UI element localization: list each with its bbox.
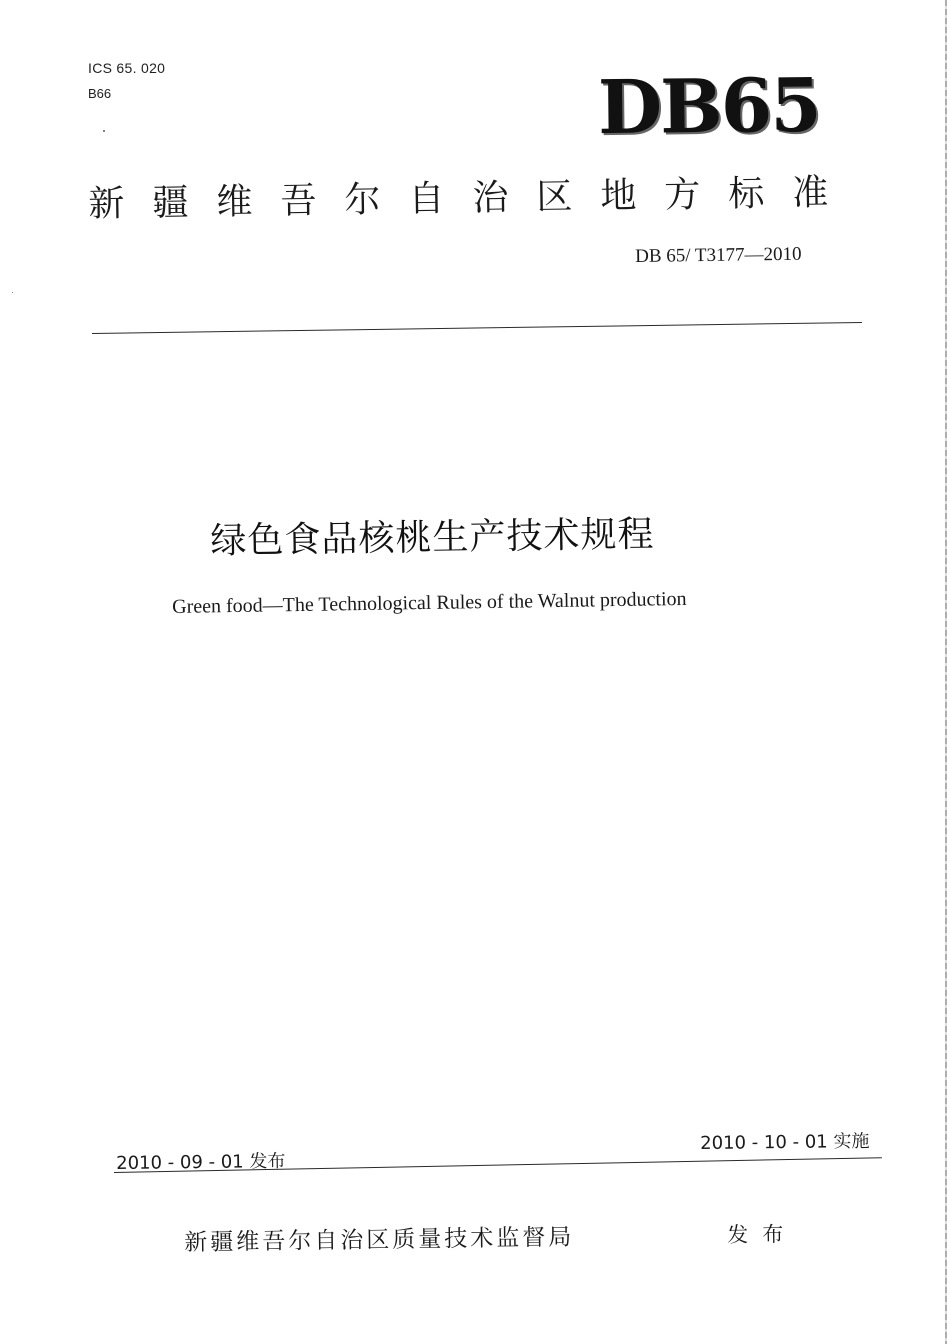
- standard-name: 新疆维吾尔自治区地方标准: [88, 171, 857, 225]
- header-divider: [92, 322, 862, 334]
- ccs-code: B66: [88, 86, 112, 101]
- scan-speck: [12, 292, 13, 293]
- title-chinese: 绿色食品核桃生产技术规程: [210, 514, 655, 562]
- ics-code: ICS 65. 020: [88, 60, 166, 76]
- scan-speck: [103, 130, 105, 132]
- issue-action: 发布: [727, 1222, 798, 1247]
- issuing-authority: 新疆维吾尔自治区质量技术监督局: [184, 1224, 575, 1256]
- implementation-date: 2010 - 10 - 01 实施: [700, 1130, 870, 1154]
- scan-edge: [945, 0, 947, 1344]
- db-logo: DB65: [597, 62, 821, 152]
- issue-date: 2010 - 09 - 01 发布: [116, 1150, 286, 1174]
- title-english: Green food—The Technological Rules of the Walnut production: [172, 587, 687, 618]
- standard-code: DB 65/ T3177—2010: [635, 243, 802, 267]
